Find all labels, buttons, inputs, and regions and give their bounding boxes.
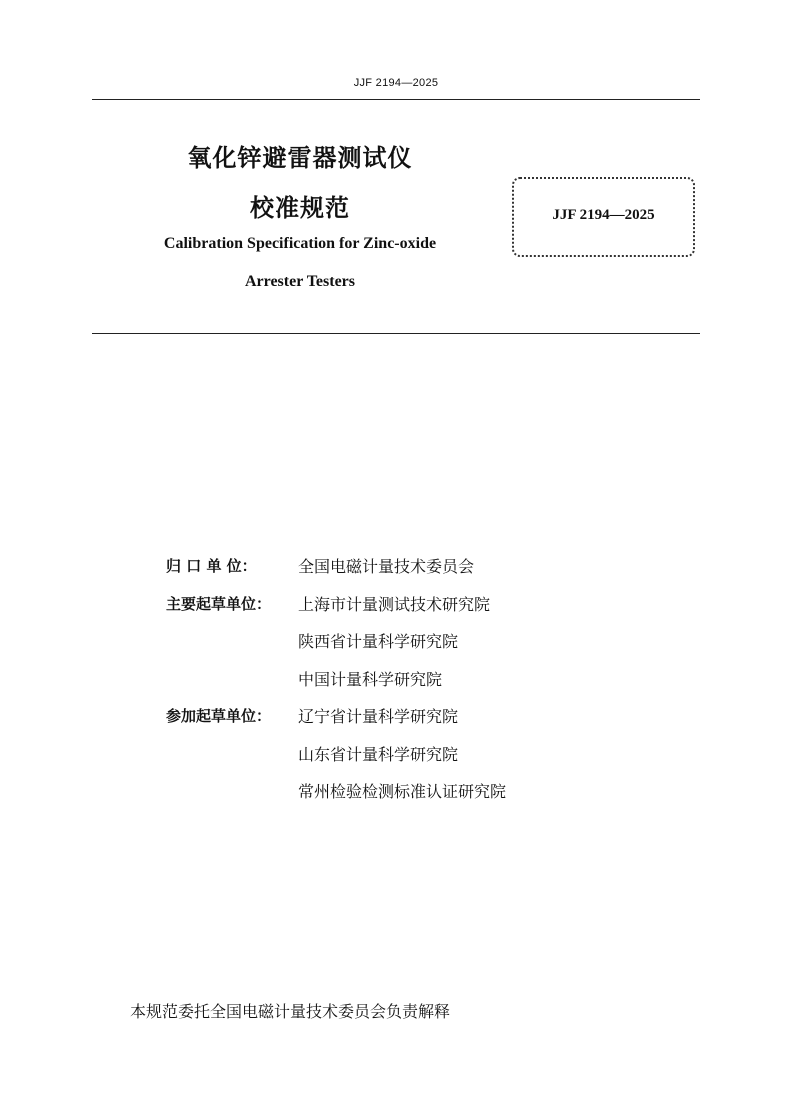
participating-unit-row: [166, 772, 626, 810]
standard-code: JJF 2194—2025: [552, 207, 655, 223]
main-drafting-unit: 中国计量科学研究院: [298, 669, 443, 689]
title-chinese-line-2: 校准规范: [250, 194, 350, 222]
standard-code-box: [512, 177, 695, 257]
title-english-line-1: Calibration Specification for Zinc-oxide: [163, 235, 437, 252]
participating-unit: 常州检验检测标准认证研究院: [298, 782, 507, 802]
participating-unit-row: [166, 697, 626, 735]
participating-unit: 辽宁省计量科学研究院: [298, 707, 459, 727]
participating-unit-label: 参加起草单位：: [166, 707, 272, 726]
responsible-unit-label: 归 口 单 位：: [166, 557, 257, 576]
main-drafting-unit: 陕西省计量科学研究院: [298, 632, 459, 652]
main-drafting-unit-row: [166, 585, 626, 623]
responsible-unit: 全国电磁计量技术委员会: [298, 557, 475, 577]
interpretation-note: 本规范委托全国电磁计量技术委员会负责解释: [130, 1002, 451, 1021]
title-english-line-2: Arrester Testers: [244, 273, 356, 290]
main-drafting-unit-row: [166, 622, 626, 660]
participating-unit-row: [166, 735, 626, 773]
main-drafting-unit-row: [166, 660, 626, 698]
running-header-code: JJF 2194—2025: [353, 77, 439, 89]
title-chinese-line-1: 氧化锌避雷器测试仪: [187, 144, 413, 172]
header-rule: [92, 99, 700, 100]
title-rule: [92, 333, 700, 334]
participating-unit: 山东省计量科学研究院: [298, 744, 459, 764]
main-drafting-unit: 上海市计量测试技术研究院: [298, 594, 491, 614]
main-drafting-unit-label: 主要起草单位：: [166, 594, 272, 613]
responsible-unit-row: [166, 547, 626, 585]
organization-list: [166, 547, 626, 810]
